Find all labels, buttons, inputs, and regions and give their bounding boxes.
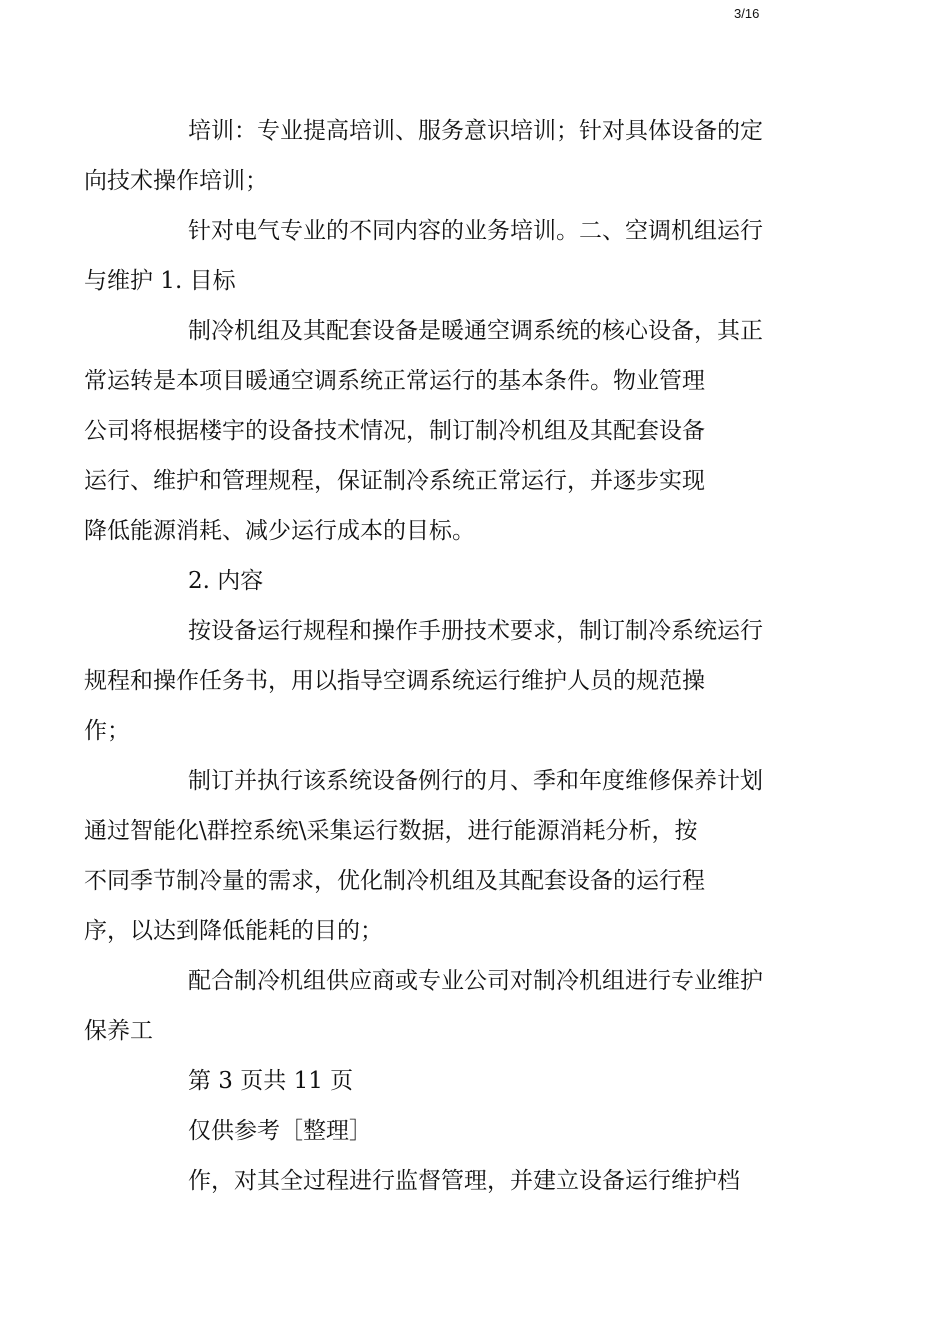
text-line: 针对电气专业的不同内容的业务培训。二、空调机组运行 — [188, 218, 763, 244]
paragraph-objective — [84, 306, 836, 556]
text-line: 2. 内容 — [188, 568, 264, 594]
text-line: 作； — [84, 718, 130, 744]
text-line: 保养工 — [84, 1018, 153, 1044]
text-line: 序，以达到降低能耗的目的； — [84, 918, 383, 944]
text-line: 作，对其全过程进行监督管理，并建立设备运行维护档 — [188, 1168, 740, 1194]
paragraph-operating-rules — [84, 606, 836, 756]
text-line: 与维护 1. 目标 — [84, 268, 236, 294]
paragraph-maintenance-plan — [84, 756, 836, 956]
reference-note — [136, 1106, 836, 1156]
text-line: 按设备运行规程和操作手册技术要求，制订制冷系统运行 — [188, 618, 763, 644]
text-line: 常运转是本项目暖通空调系统正常运行的基本条件。物业管理 — [84, 368, 705, 394]
text-line: 第 3 页共 11 页 — [188, 1068, 354, 1094]
text-line: 培训：专业提高培训、服务意识培训；针对具体设备的定 — [188, 118, 763, 144]
text-line: 仅供参考［整理］ — [188, 1118, 372, 1144]
text-line: 配合制冷机组供应商或专业公司对制冷机组进行专业维护 — [188, 968, 763, 994]
text-line: 通过智能化\群控系统\采集运行数据，进行能源消耗分析，按 — [84, 818, 698, 844]
paragraph-electrical-training — [84, 206, 836, 306]
page-number: 3/16 — [734, 6, 760, 21]
text-line: 运行、维护和管理规程，保证制冷系统正常运行，并逐步实现 — [84, 468, 705, 494]
text-line: 制订并执行该系统设备例行的月、季和年度维修保养计划 — [188, 768, 763, 794]
text-line: 降低能源消耗、减少运行成本的目标。 — [84, 518, 475, 544]
text-line: 规程和操作任务书，用以指导空调系统运行维护人员的规范操 — [84, 668, 705, 694]
document-body — [84, 106, 836, 1206]
text-line: 公司将根据楼宇的设备技术情况，制订制冷机组及其配套设备 — [84, 418, 705, 444]
paragraph-training — [84, 106, 836, 206]
text-line: 制冷机组及其配套设备是暖通空调系统的核心设备，其正 — [188, 318, 763, 344]
text-line: 向技术操作培训； — [84, 168, 268, 194]
text-line: 不同季节制冷量的需求，优化制冷机组及其配套设备的运行程 — [84, 868, 705, 894]
paragraph-supplier-cooperation — [84, 956, 836, 1056]
paragraph-supervision — [136, 1156, 836, 1206]
page-footer-count — [136, 1056, 836, 1106]
section-heading-content — [136, 556, 836, 606]
